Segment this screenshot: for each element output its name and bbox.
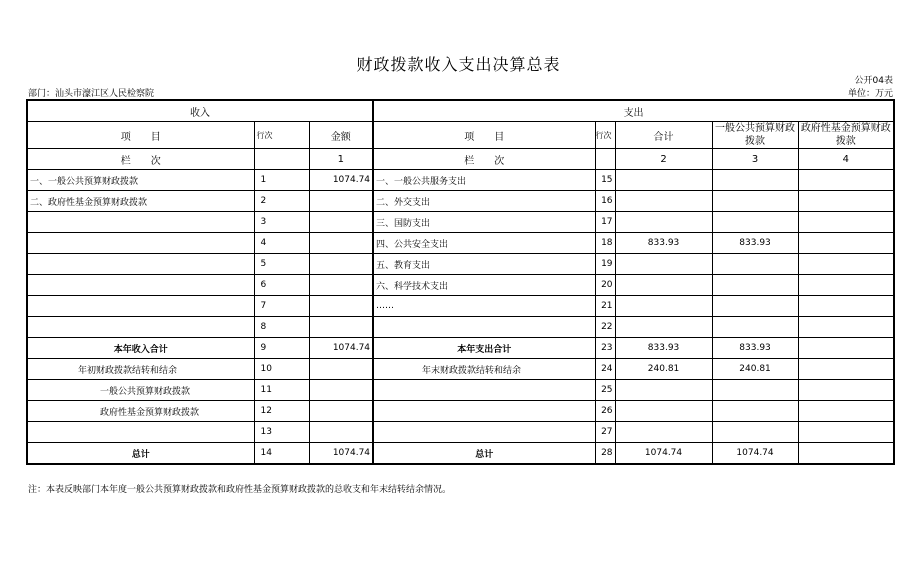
expense-total [615, 212, 712, 233]
income-row-no: 4 [254, 233, 309, 254]
table-row [27, 338, 894, 359]
expense-fund [798, 170, 894, 191]
income-row-no: 9 [254, 338, 309, 359]
expense-item [373, 380, 595, 401]
income-item: 年初财政拨款结转和结余 [27, 359, 254, 380]
income-row-no: 1 [254, 170, 309, 191]
income-row-no: 8 [254, 317, 309, 338]
table-row [27, 443, 894, 465]
expense-item: 一、一般公共服务支出 [373, 170, 595, 191]
header-amount: 金额 [309, 122, 373, 149]
expense-fund [798, 254, 894, 275]
expense-row-no: 22 [595, 317, 615, 338]
income-row-no: 11 [254, 380, 309, 401]
expense-item: 年末财政拨款结转和结余 [373, 359, 595, 380]
table-row [27, 254, 894, 275]
table-row [27, 317, 894, 338]
col-label-2: 栏 次 [373, 149, 595, 170]
doc-number: 公开04表 [854, 76, 893, 86]
expense-total [615, 170, 712, 191]
header-row [27, 122, 894, 149]
table-row [27, 422, 894, 443]
expense-total: 833.93 [615, 338, 712, 359]
expense-item: 三、国防支出 [373, 212, 595, 233]
header-fund-budget: 政府性基金预算财政拨款 [798, 122, 894, 149]
income-row-no: 10 [254, 359, 309, 380]
expense-general [712, 401, 798, 422]
expense-total [615, 296, 712, 317]
expense-general: 833.93 [712, 233, 798, 254]
expense-general: 1074.74 [712, 443, 798, 465]
expense-row-no: 26 [595, 401, 615, 422]
header-row-no-2: 行次 [595, 122, 615, 149]
table-row [27, 401, 894, 422]
expense-general [712, 317, 798, 338]
expense-row-no: 21 [595, 296, 615, 317]
footnote: 注：本表反映部门本年度一般公共预算财政拨款和政府性基金预算财政拨款的总收支和年末结转结余情况。 [28, 485, 452, 495]
income-row-no: 13 [254, 422, 309, 443]
income-row-no: 2 [254, 191, 309, 212]
col-4: 4 [798, 149, 894, 170]
expense-fund [798, 212, 894, 233]
income-amount [309, 422, 373, 443]
expense-item: …… [373, 296, 595, 317]
expense-row-no: 27 [595, 422, 615, 443]
expense-general [712, 170, 798, 191]
expense-fund [798, 338, 894, 359]
expense-item [373, 422, 595, 443]
expense-total: 1074.74 [615, 443, 712, 465]
expense-general [712, 275, 798, 296]
department-label: 部门：汕头市濠江区人民检察院 [28, 89, 155, 99]
income-item [27, 422, 254, 443]
expense-fund [798, 191, 894, 212]
income-amount [309, 233, 373, 254]
income-row-no: 3 [254, 212, 309, 233]
col-3: 3 [712, 149, 798, 170]
expense-item: 五、教育支出 [373, 254, 595, 275]
table-row [27, 191, 894, 212]
unit-label: 单位：万元 [847, 89, 893, 99]
budget-table [26, 99, 895, 465]
expense-general [712, 191, 798, 212]
income-item [27, 317, 254, 338]
income-amount: 1074.74 [309, 338, 373, 359]
expense-row-no: 24 [595, 359, 615, 380]
header-item: 项 目 [27, 122, 254, 149]
expense-fund [798, 296, 894, 317]
col-label: 栏 次 [27, 149, 254, 170]
income-item: 一、一般公共预算财政拨款 [27, 170, 254, 191]
table-row [27, 170, 894, 191]
expense-fund [798, 401, 894, 422]
expense-fund [798, 380, 894, 401]
income-item [27, 296, 254, 317]
expense-fund [798, 275, 894, 296]
expense-fund [798, 359, 894, 380]
income-amount [309, 212, 373, 233]
expense-subtotal-label: 本年支出合计 [373, 338, 595, 359]
income-item [27, 275, 254, 296]
header-general-budget: 一般公共预算财政拨款 [712, 122, 798, 149]
expense-total [615, 317, 712, 338]
expense-row-no: 16 [595, 191, 615, 212]
expense-total [615, 275, 712, 296]
expense-row-no: 28 [595, 443, 615, 465]
expense-total: 833.93 [615, 233, 712, 254]
expense-fund [798, 233, 894, 254]
table-row [27, 296, 894, 317]
expense-fund [798, 422, 894, 443]
expense-row-no: 18 [595, 233, 615, 254]
section-row [27, 100, 894, 122]
income-item [27, 254, 254, 275]
expense-general [712, 212, 798, 233]
income-amount [309, 275, 373, 296]
income-item [27, 212, 254, 233]
income-row-no: 5 [254, 254, 309, 275]
expense-general [712, 254, 798, 275]
income-amount [309, 191, 373, 212]
income-amount: 1074.74 [309, 170, 373, 191]
income-item: 一般公共预算财政拨款 [27, 380, 254, 401]
col-1: 1 [309, 149, 373, 170]
table-row [27, 233, 894, 254]
header-row-no: 行次 [254, 122, 309, 149]
expense-row-no: 25 [595, 380, 615, 401]
expense-total [615, 254, 712, 275]
income-row-no: 6 [254, 275, 309, 296]
expense-total: 240.81 [615, 359, 712, 380]
expense-fund [798, 443, 894, 465]
expense-row-no: 19 [595, 254, 615, 275]
expense-row-no: 23 [595, 338, 615, 359]
expense-total [615, 401, 712, 422]
section-expense: 支出 [373, 100, 894, 122]
expense-row-no: 15 [595, 170, 615, 191]
expense-total [615, 422, 712, 443]
expense-item [373, 401, 595, 422]
expense-item: 四、公共安全支出 [373, 233, 595, 254]
expense-grand-total-label: 总计 [373, 443, 595, 465]
income-amount [309, 380, 373, 401]
income-item: 政府性基金预算财政拨款 [27, 401, 254, 422]
expense-item: 二、外交支出 [373, 191, 595, 212]
expense-row-no: 17 [595, 212, 615, 233]
header-total: 合计 [615, 122, 712, 149]
section-income: 收入 [27, 100, 373, 122]
table-row [27, 212, 894, 233]
col-2: 2 [615, 149, 712, 170]
income-item: 二、政府性基金预算财政拨款 [27, 191, 254, 212]
income-amount: 1074.74 [309, 443, 373, 465]
expense-item [373, 317, 595, 338]
income-item [27, 233, 254, 254]
income-amount [309, 401, 373, 422]
expense-general [712, 422, 798, 443]
expense-general: 833.93 [712, 338, 798, 359]
income-amount [309, 359, 373, 380]
table-row [27, 380, 894, 401]
table-row [27, 359, 894, 380]
expense-row-no: 20 [595, 275, 615, 296]
table-row [27, 275, 894, 296]
income-row-no: 14 [254, 443, 309, 465]
expense-fund [798, 317, 894, 338]
expense-item: 六、科学技术支出 [373, 275, 595, 296]
income-amount [309, 317, 373, 338]
income-row-no: 12 [254, 401, 309, 422]
header-item-2: 项 目 [373, 122, 595, 149]
expense-general: 240.81 [712, 359, 798, 380]
income-row-no: 7 [254, 296, 309, 317]
expense-general [712, 380, 798, 401]
income-grand-total-label: 总计 [27, 443, 254, 465]
income-amount [309, 296, 373, 317]
page-title: 财政拨款收入支出决算总表 [356, 55, 561, 74]
expense-total [615, 380, 712, 401]
income-amount [309, 254, 373, 275]
expense-total [615, 191, 712, 212]
column-number-row [27, 149, 894, 170]
expense-general [712, 296, 798, 317]
income-subtotal-label: 本年收入合计 [27, 338, 254, 359]
